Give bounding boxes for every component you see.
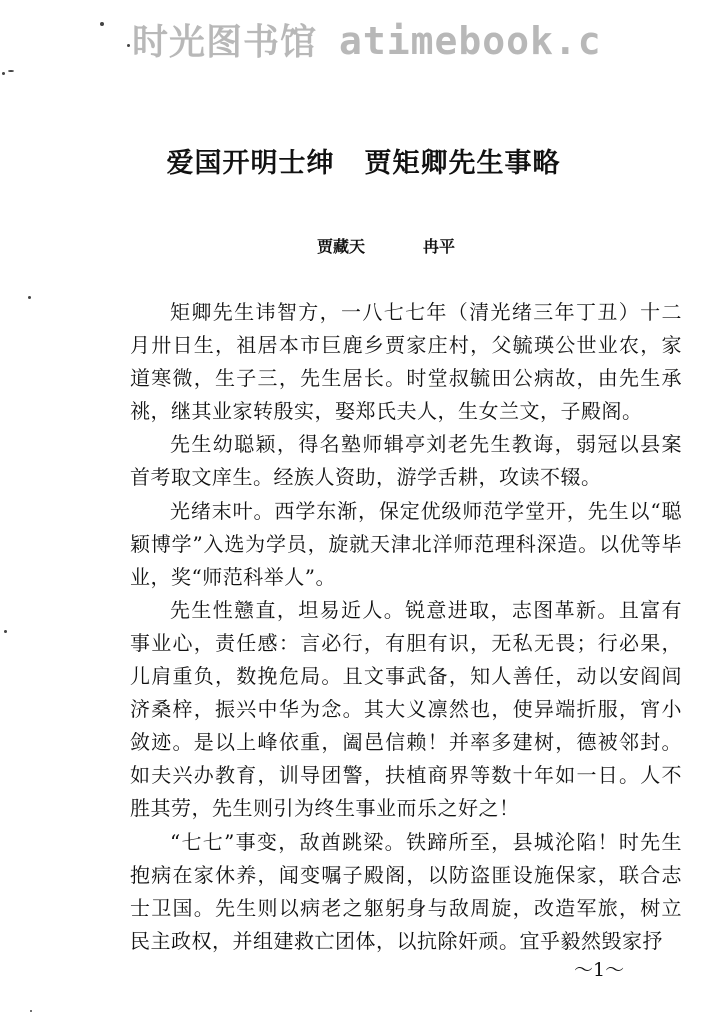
watermark (132, 14, 602, 65)
scan-speck (127, 44, 130, 47)
watermark-url: atimebook.c (339, 19, 602, 63)
watermark-site-name: 时光图书馆 (132, 22, 318, 63)
paragraph: 先生性戆直，坦易近人。锐意进取，志图革新。且富有事业心，责任感：言必行，有胆有识，无私无畏；行必果，儿肩重负，数挽危局。且文事武备，知人善任，动以安阎闾济桑梓，振兴中华为念。其大义凛然也，使异端折服，宵小敛迹。是以上峰依重，阖邑信赖！并率多建树，德被邻封。如夫兴办教育，训导团警，扶植商界等数十年如一日。人不胜其劳，先生则引为终生事业而乐之好之！ (130, 597, 682, 821)
paragraph: “七七”事变，敌酋跳梁。铁蹄所至，县城沦陷！时先生抱病在家休养，闻变嘱子殿阁，以防盗匪设施保家，联合志士卫国。先生则以病老之躯躬身与敌周旋，改造军旅，树立民主政权，并组建救亡团体，以抗除奸顽。宜乎毅然毁家抒 (130, 829, 682, 953)
paragraph: 光绪末叶。西学东渐，保定优级师范学堂开，先生以“聪颖博学”入选为学员，旋就天津北洋师范理科深造。以优等毕业，奖“师范科举人”。 (130, 498, 682, 589)
paragraph: 先生幼聪颖，得名塾师辑亭刘老先生教诲，弱冠以县案首考取文庠生。经族人资助，游学舌耕，攻读不辍。 (130, 432, 682, 490)
title-part-1: 爱国开明士绅 (166, 148, 335, 179)
scan-speck (30, 1010, 32, 1012)
author-line (317, 234, 455, 257)
article-body (130, 296, 682, 958)
scan-speck (4, 630, 7, 633)
scan-speck (100, 22, 104, 26)
page-number: ～1～ (574, 959, 625, 981)
article-title (0, 141, 727, 180)
title-part-2: 贾矩卿先生事略 (364, 148, 561, 179)
scan-speck (8, 70, 14, 72)
paragraph: 矩卿先生讳智方，一八七七年（清光绪三年丁丑）十二月卅日生，祖居本市巨鹿乡贾家庄村，父毓瑛公世业农，家道寒微，生子三，先生居长。时堂叔毓田公病故，由先生承祧，继其业家转殷实，娶郑氏夫人，生女兰文，子殿阁。 (130, 300, 682, 424)
author-1: 贾藏天 (317, 237, 366, 256)
scan-speck (28, 296, 31, 299)
author-2: 冉平 (423, 237, 456, 256)
scan-speck (2, 72, 5, 75)
